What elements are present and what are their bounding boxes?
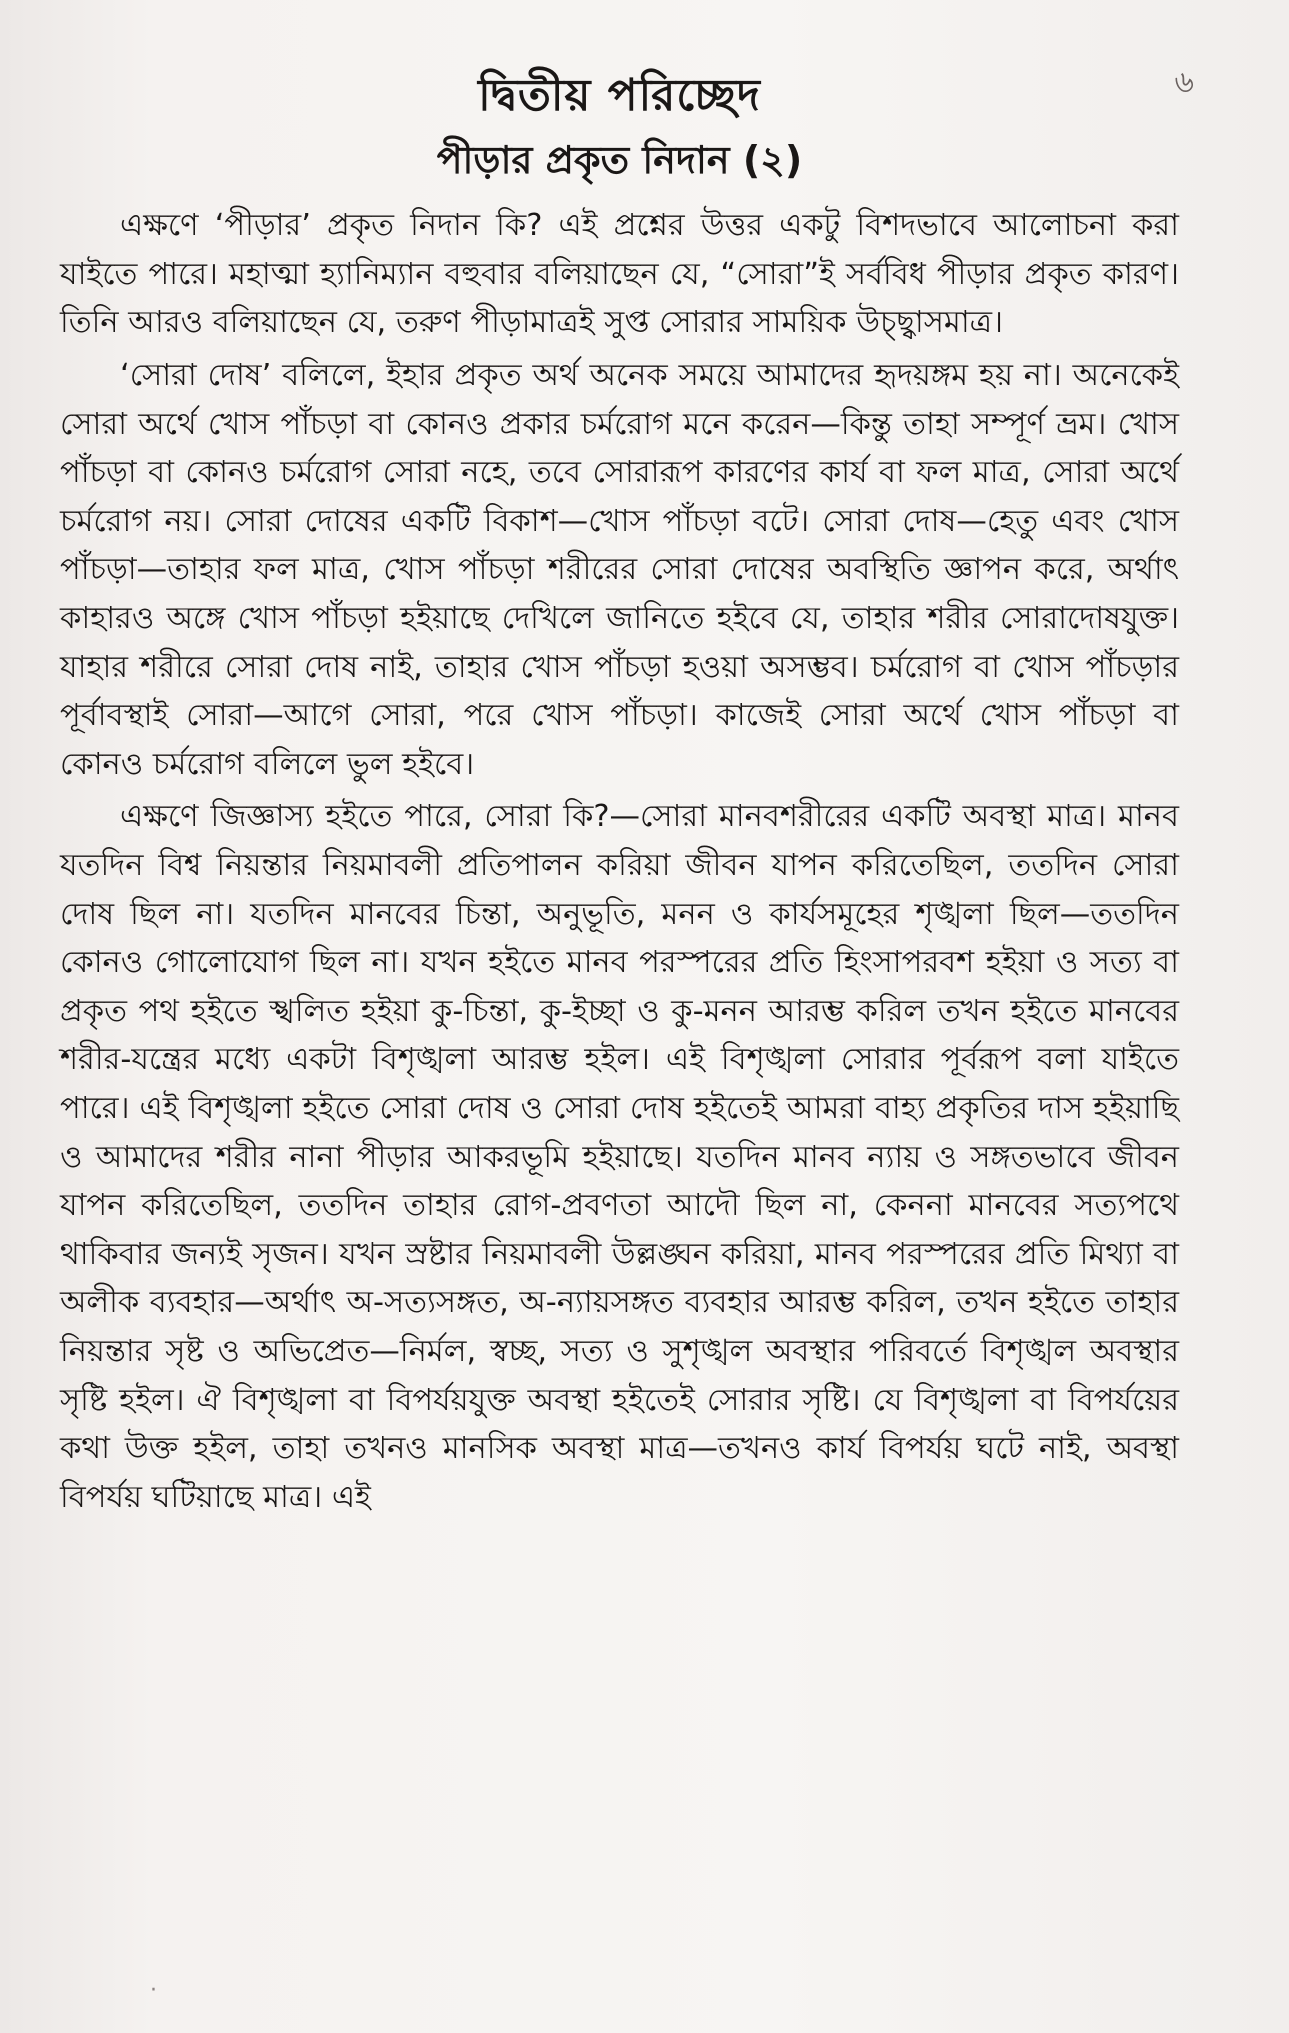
- chapter-title: দ্বিতীয় পরিচ্ছেদ: [478, 70, 761, 121]
- section-title: পীড়ার প্রকৃত নিদান (২): [436, 137, 803, 182]
- paragraph-3: এক্ষণে জিজ্ঞাস্য হইতে পারে, সোরা কি?—সোরা মানবশরীরের একটি অবস্থা মাত্র। মানব যতদিন বিশ্ব নিয়ন্তার নিয়মাবলী প্রতিপালন করিয়া জীবন যাপন করিতেছিল, ততদিন সোরা দোষ ছিল না। যতদিন মানবের চিন্তা, অনুভূতি, মনন ও কার্যসমূহের শৃঙ্খলা ছিল—ততদিন কোনও গোলোযোগ ছিল না। যখন হইতে মানব পরস্পরের প্রতি হিংসাপরবশ হইয়া ও সত্য বা প্রকৃত পথ হইতে স্খলিত হইয়া কু-চিন্তা, কু-ইচ্ছা ও কু-মনন আরম্ভ করিল তখন হইতে মানবের শরীর-যন্ত্রের মধ্যে একটা বিশৃঙ্খলা আরম্ভ হইল। এই বিশৃঙ্খলা সোরার পূর্বরূপ বলা যাইতে পারে। এই বিশৃঙ্খলা হইতে সোরা দোষ ও সোরা দোষ হইতেই আমরা বাহ্য প্রকৃতির দাস হইয়াছি ও আমাদের শরীর নানা পীড়ার আকরভূমি হইয়াছে। যতদিন মানব ন্যায় ও সঙ্গতভাবে জীবন যাপন করিতেছিল, ততদিন তাহার রোগ-প্রবণতা আদৌ ছিল না, কেননা মানবের সত্যপথে থাকিবার জন্যই সৃজন। যখন স্রষ্টার নিয়মাবলী উল্লঙ্ঘন করিয়া, মানব পরস্পরের প্রতি মিথ্যা বা অলীক ব্যবহার—অর্থাৎ অ-সত্যসঙ্গত, অ-ন্যায়সঙ্গত ব্যবহার আরম্ভ করিল, তখন হইতে তাহার নিয়ন্তার সৃষ্ট ও অভিপ্রেত—নির্মল, স্বচ্ছ, সত্য ও সুশৃঙ্খল অবস্থার পরিবর্তে বিশৃঙ্খল অবস্থার সৃষ্টি হইল। ঐ বিশৃঙ্খলা বা বিপর্যয়যুক্ত অবস্থা হইতেই সোরার সৃষ্টি। যে বিশৃঙ্খলা বা বিপর্যয়ের কথা উক্ত হইল, তাহা তখনও মানসিক অবস্থা মাত্র—তখনও কার্য বিপর্যয় ঘটে নাই, অবস্থা বিপর্যয় ঘটিয়াছে মাত্র। এই: [60, 799, 1179, 1515]
- paragraph-1: এক্ষণে ‘পীড়ার’ প্রকৃত নিদান কি? এই প্রশ্নের উত্তর একটু বিশদভাবে আলোচনা করা যাইতে পারে। মহাত্মা হ্যানিম্যান বহুবার বলিয়াছেন যে, “সোরা”ই সর্ববিধ পীড়ার প্রকৃত কারণ। তিনি আরও বলিয়াছেন যে, তরুণ পীড়ামাত্রই সুপ্ত সোরার সাময়িক উচ্ছ্বাসমাত্র।: [60, 208, 1179, 341]
- page-speck: ·: [150, 1978, 157, 2003]
- page-number: ৬: [1174, 65, 1194, 100]
- paragraph-2: ‘সোরা দোষ’ বলিলে, ইহার প্রকৃত অর্থ অনেক সময়ে আমাদের হৃদয়ঙ্গম হয় না। অনেকেই সোরা অর্থে খোস পাঁচড়া বা কোনও প্রকার চর্মরোগ মনে করেন—কিন্তু তাহা সম্পূর্ণ ভ্রম। খোস পাঁচড়া বা কোনও চর্মরোগ সোরা নহে, তবে সোরারূপ কারণের কার্য বা ফল মাত্র, সোরা অর্থে চর্মরোগ নয়। সোরা দোষের একটি বিকাশ—খোস পাঁচড়া বটে। সোরা দোষ—হেতু এবং খোস পাঁচড়া—তাহার ফল মাত্র, খোস পাঁচড়া শরীরের সোরা দোষের অবস্থিতি জ্ঞাপন করে, অর্থাৎ কাহারও অঙ্গে খোস পাঁচড়া হইয়াছে দেখিলে জানিতে হইবে যে, তাহার শরীর সোরাদোষযুক্ত। যাহার শরীরে সোরা দোষ নাই, তাহার খোস পাঁচড়া হওয়া অসম্ভব। চর্মরোগ বা খোস পাঁচড়ার পূর্বাবস্থাই সোরা—আগে সোরা, পরে খোস পাঁচড়া। কাজেই সোরা অর্থে খোস পাঁচড়া বা কোনও চর্মরোগ বলিলে ভুল হইবে।: [60, 358, 1179, 782]
